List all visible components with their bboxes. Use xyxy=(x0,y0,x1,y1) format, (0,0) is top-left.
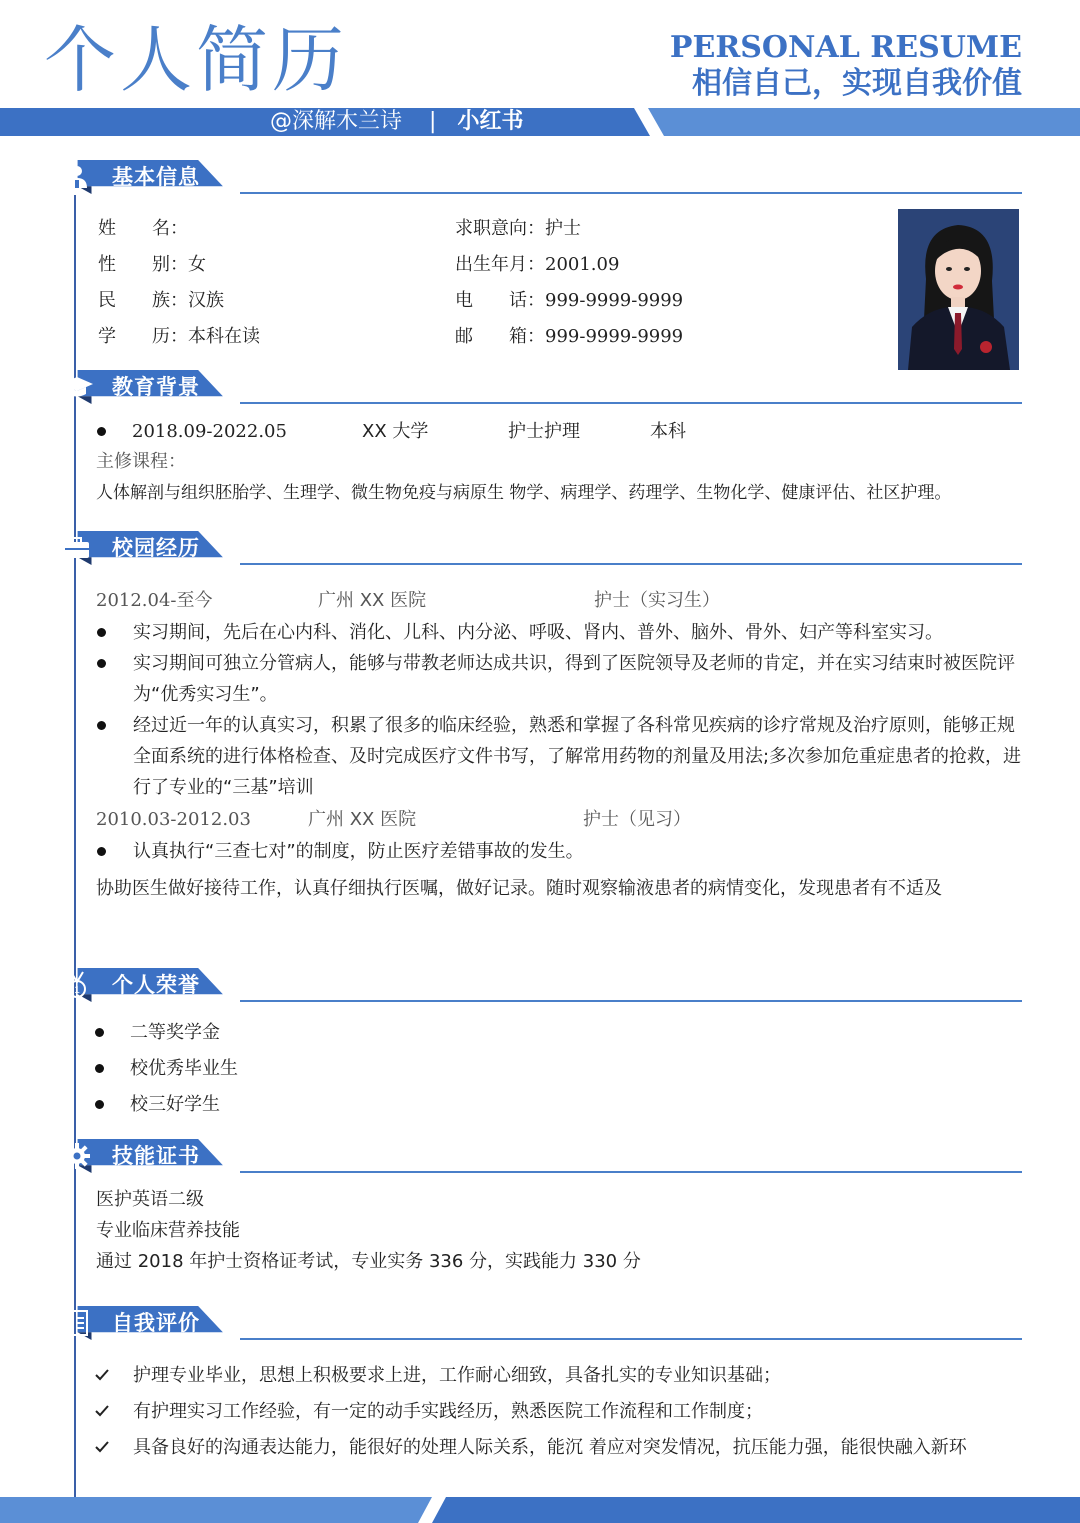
credit-app: 小红书 xyxy=(457,109,524,134)
ethnic-label: 民 族： xyxy=(98,290,188,311)
header-banner xyxy=(0,108,1080,136)
skill-item: 专业临床营养技能 xyxy=(96,1220,240,1241)
page-title: 个人简历 xyxy=(44,18,349,102)
birth-value: 2001.09 xyxy=(545,254,620,275)
degree-field xyxy=(98,324,260,350)
education-school: XX 大学 xyxy=(362,421,429,442)
section-title-self-eval: 自我评价 xyxy=(112,1311,200,1335)
job1-item: 实习期间，先后在心内科、消化、儿科、内分泌、呼吸、肾内、普外、脑外、骨外、妇产等科室实习。 xyxy=(133,622,943,643)
section-title-honors: 个人荣誉 xyxy=(112,973,200,997)
job1-place: 广州 XX 医院 xyxy=(318,590,427,611)
credit-separator: | xyxy=(429,109,437,134)
skill-item: 通过 2018 年护士资格证考试，专业实务 336 分，实践能力 330 分 xyxy=(96,1251,641,1272)
section-divider xyxy=(240,563,1022,565)
footer-banner xyxy=(0,1497,1080,1523)
user-group-icon xyxy=(62,162,92,192)
education-period: 2018.09-2022.05 xyxy=(132,421,287,442)
notebook-icon xyxy=(62,1308,92,1338)
gender-value: 女 xyxy=(188,254,206,275)
svg-text:1: 1 xyxy=(74,985,80,996)
ethnic-field xyxy=(98,288,224,314)
page-title-english: PERSONAL RESUME xyxy=(669,30,1022,65)
bullet xyxy=(95,1028,104,1037)
job2-extra: 协助医生做好接待工作，认真仔细执行医嘱，做好记录。随时观察输液患者的病情变化，发现患者有不适及 xyxy=(96,878,942,899)
graduation-cap-icon xyxy=(60,372,94,402)
medal-icon xyxy=(62,970,92,1000)
gear-icon xyxy=(62,1141,92,1171)
job2-item: 认真执行“三查七对”的制度，防止医疗差错事故的发生。 xyxy=(133,841,584,862)
birth-field xyxy=(455,252,619,278)
credit-user: @深解木兰诗 xyxy=(270,109,403,134)
courses-label: 主修课程： xyxy=(96,451,186,472)
email-value: 999-9999-9999 xyxy=(545,326,684,347)
ethnic-value: 汉族 xyxy=(188,290,224,311)
bullet xyxy=(97,721,106,730)
briefcase-icon xyxy=(62,533,92,563)
education-major: 护士护理 xyxy=(508,421,580,442)
education-level: 本科 xyxy=(650,421,686,442)
birth-label: 出生年月： xyxy=(455,254,545,275)
section-title-skills: 技能证书 xyxy=(112,1144,200,1168)
phone-label: 电 话： xyxy=(455,290,545,311)
bullet xyxy=(97,427,106,436)
email-field xyxy=(455,324,683,350)
section-divider xyxy=(240,1338,1022,1340)
job1-role: 护士（实习生） xyxy=(594,590,720,611)
name-label: 姓 名： xyxy=(98,218,188,239)
job1-item: 实习期间可独立分管病人，能够与带教老师达成共识，得到了医院领导及老师的肯定，并在实习结束时被医院评为“优秀实习生”。 xyxy=(133,653,1015,705)
check-icon xyxy=(95,1404,109,1418)
phone-field xyxy=(455,288,683,314)
self-eval-item: 护理专业毕业，思想上积极要求上进，工作耐心细致，具备扎实的专业知识基础； xyxy=(133,1365,781,1386)
bullet xyxy=(95,1100,104,1109)
section-divider xyxy=(240,402,1022,404)
email-label: 邮 箱： xyxy=(455,326,545,347)
honor-item: 二等奖学金 xyxy=(130,1022,220,1043)
job-value: 护士 xyxy=(545,218,581,239)
job1-period: 2012.04-至今 xyxy=(96,590,213,611)
job-label: 求职意向： xyxy=(455,218,545,239)
job2-role: 护士（见习） xyxy=(583,809,691,830)
section-title-campus: 校园经历 xyxy=(112,536,200,560)
bullet xyxy=(97,659,106,668)
degree-value: 本科在读 xyxy=(188,326,260,347)
section-title-education: 教育背景 xyxy=(112,375,200,399)
section-divider xyxy=(240,1171,1022,1173)
job2-period: 2010.03-2012.03 xyxy=(96,809,251,830)
skill-item: 医护英语二级 xyxy=(96,1189,204,1210)
section-divider xyxy=(240,1000,1022,1002)
check-icon xyxy=(95,1440,109,1454)
self-eval-item: 有护理实习工作经验，有一定的动手实践经历，熟悉医院工作流程和工作制度； xyxy=(133,1401,763,1422)
section-divider xyxy=(240,192,1022,194)
slogan: 相信自己，实现自我价值 xyxy=(692,66,1022,101)
profile-photo xyxy=(898,209,1019,370)
phone-value: 999-9999-9999 xyxy=(545,290,684,311)
bullet xyxy=(97,847,106,856)
watermark-credit xyxy=(270,108,523,136)
name-field xyxy=(98,216,188,242)
section-title-basic: 基本信息 xyxy=(112,165,200,189)
bullet xyxy=(95,1064,104,1073)
gender-field xyxy=(98,252,206,278)
job1-item: 经过近一年的认真实习，积累了很多的临床经验，熟悉和掌握了各科常见疾病的诊疗常规及治疗原则，能够正规全面系统的进行体格检查、及时完成医疗文件书写，了解常用药物的剂量及用法;多次参加危重症患者的抢救，进行了专业的“三基”培训 xyxy=(133,715,1022,798)
job2-place: 广州 XX 医院 xyxy=(308,809,417,830)
honor-item: 校三好学生 xyxy=(130,1094,220,1115)
job-field xyxy=(455,216,581,242)
degree-label: 学 历： xyxy=(98,326,188,347)
portrait-illustration xyxy=(898,209,1019,370)
self-eval-item: 具备良好的沟通表达能力，能很好的处理人际关系，能沉 着应对突发情况，抗压能力强，能很快融入新环 xyxy=(133,1437,967,1458)
check-icon xyxy=(95,1368,109,1382)
bullet xyxy=(97,628,106,637)
courses-text: 人体解剖与组织胚胎学、生理学、微生物免疫与病原生 物学、病理学、药理学、生物化学、健康评估、社区护理。 xyxy=(96,483,952,503)
gender-label: 性 别： xyxy=(98,254,188,275)
honor-item: 校优秀毕业生 xyxy=(130,1058,238,1079)
